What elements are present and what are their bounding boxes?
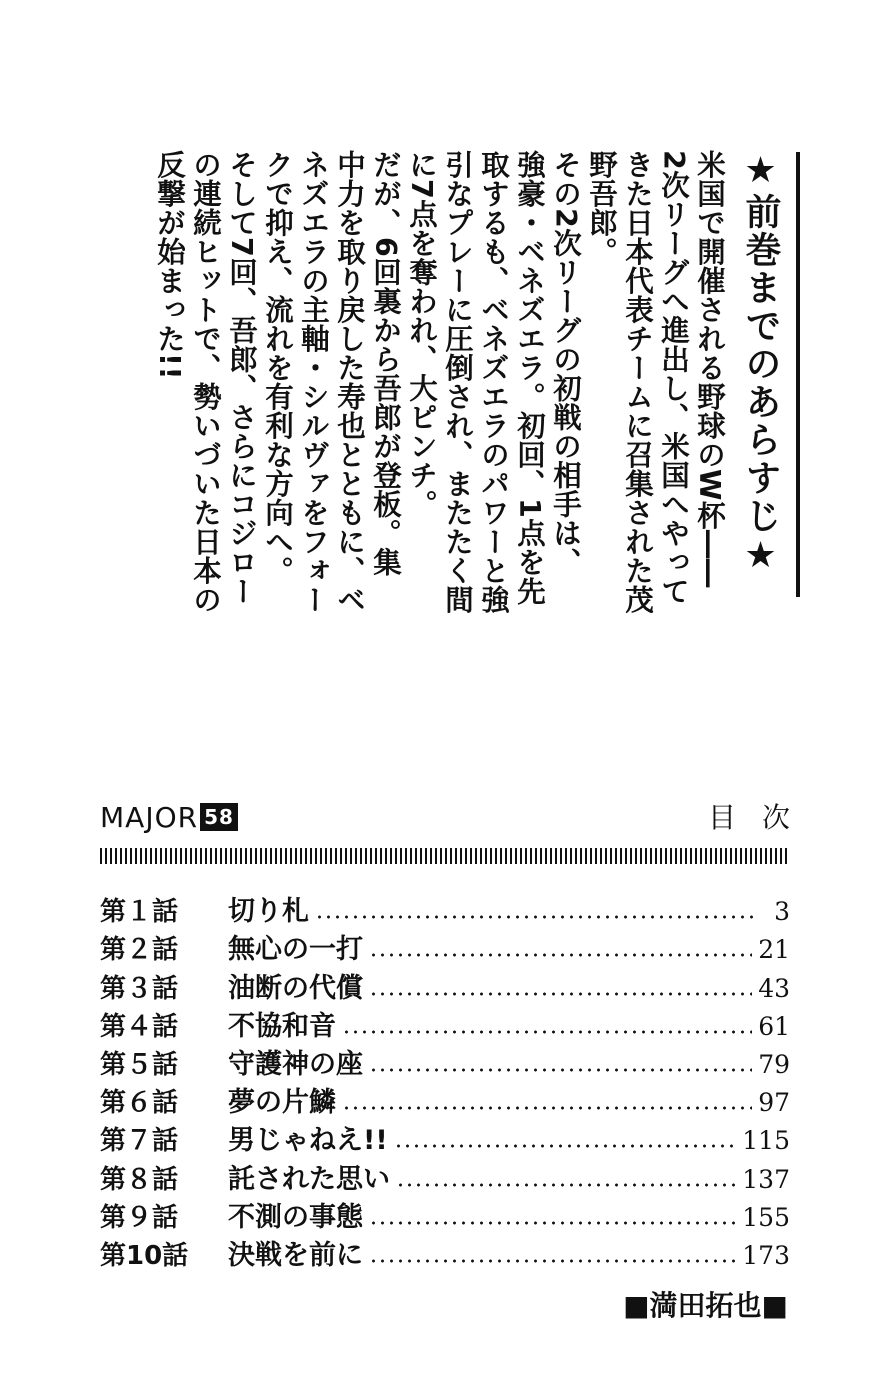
leader-dots bbox=[342, 1105, 752, 1111]
chapter-title: 決戦を前に bbox=[228, 1239, 363, 1271]
chapter-number: 第５話 bbox=[100, 1049, 179, 1080]
synopsis-line: 取するも、ベネズエラのパワーと強 bbox=[477, 150, 510, 614]
synopsis-body bbox=[150, 150, 726, 630]
chapter-number: 第６話 bbox=[100, 1088, 179, 1119]
synopsis-line: ネズエラの主軸・シルヴァをフォー bbox=[297, 150, 330, 614]
chapter-page: 173 bbox=[742, 1240, 790, 1270]
leader-dots bbox=[315, 914, 754, 920]
toc-row bbox=[100, 1157, 790, 1195]
synopsis-line: クで抑え、流れを有利な方向へ。 bbox=[261, 150, 294, 585]
chapter-page: 43 bbox=[758, 973, 790, 1003]
toc-label: 目次 bbox=[707, 801, 816, 834]
chapter-page: 97 bbox=[758, 1088, 790, 1118]
synopsis-line: 引なプレーに圧倒され、またたく間 bbox=[441, 150, 474, 614]
synopsis-line: 2次リーグへ進出し、米国へやって bbox=[657, 150, 690, 606]
toc-row bbox=[100, 1196, 790, 1234]
chapter-number: 第９話 bbox=[100, 1202, 179, 1233]
author-name: ■満田拓也■ bbox=[623, 1289, 788, 1322]
chapter-page: 115 bbox=[742, 1126, 790, 1156]
decorative-barcode-rule bbox=[100, 848, 788, 864]
chapter-page: 137 bbox=[742, 1164, 790, 1194]
synopsis-line: の連続ヒットで、勢いづいた日本の bbox=[189, 150, 222, 614]
chapter-title: 油断の代償 bbox=[228, 972, 363, 1004]
chapter-page: 79 bbox=[758, 1049, 790, 1079]
chapter-number: 第４話 bbox=[100, 1011, 179, 1042]
leader-dots bbox=[369, 1220, 736, 1226]
chapter-number: 第８話 bbox=[100, 1164, 179, 1195]
leader-dots bbox=[394, 1143, 737, 1149]
chapter-number: 第７話 bbox=[100, 1126, 179, 1157]
synopsis-line: 野吾郎。 bbox=[585, 150, 618, 266]
toc-row bbox=[100, 1234, 790, 1272]
book-title bbox=[100, 800, 238, 836]
synopsis-line: その2次リーグの初戦の相手は、 bbox=[549, 150, 582, 577]
chapter-number: 第３話 bbox=[100, 973, 179, 1004]
synopsis-line: 強豪・ベネズエラ。初回、1点を先 bbox=[513, 150, 546, 606]
chapter-number: 第２話 bbox=[100, 935, 179, 966]
chapter-title: 不測の事態 bbox=[228, 1201, 363, 1233]
synopsis-section bbox=[90, 150, 800, 670]
toc-row bbox=[100, 928, 790, 966]
chapter-page: 21 bbox=[758, 935, 790, 965]
chapter-title: 無心の一打 bbox=[228, 934, 363, 966]
toc-row bbox=[100, 890, 790, 928]
toc-header bbox=[100, 800, 816, 840]
chapter-title: 託された思い bbox=[228, 1163, 390, 1195]
chapter-page: 3 bbox=[774, 897, 790, 927]
toc-row bbox=[100, 1119, 790, 1157]
synopsis-rule bbox=[796, 152, 800, 597]
chapter-title: 切り札 bbox=[228, 896, 309, 928]
chapter-title: 男じゃねえ!! bbox=[228, 1125, 388, 1157]
toc-row bbox=[100, 966, 790, 1004]
leader-dots bbox=[369, 991, 752, 997]
synopsis-header bbox=[740, 150, 800, 597]
synopsis-line: そして7回、吾郎、さらにコジロー bbox=[225, 150, 258, 606]
synopsis-line: きた日本代表チームに召集された茂 bbox=[621, 150, 654, 614]
chapter-title: 不協和音 bbox=[228, 1010, 336, 1042]
volume-badge: 58 bbox=[200, 803, 238, 831]
leader-dots bbox=[369, 1067, 752, 1073]
synopsis-line: に7点を奪われ、大ピンチ。 bbox=[405, 150, 438, 519]
toc-row bbox=[100, 1081, 790, 1119]
leader-dots bbox=[342, 1029, 752, 1035]
synopsis-line: 反撃が始まった!! bbox=[153, 150, 186, 380]
chapter-title: 守護神の座 bbox=[228, 1048, 363, 1080]
synopsis-line: 中力を取り戻した寿也とともに、ベ bbox=[333, 150, 366, 614]
chapter-number: 第１話 bbox=[100, 897, 179, 928]
toc-row bbox=[100, 1005, 790, 1043]
chapter-page: 155 bbox=[742, 1202, 790, 1232]
leader-dots bbox=[369, 952, 752, 958]
toc-row bbox=[100, 1043, 790, 1081]
book-title-text: MAJOR bbox=[100, 801, 199, 834]
chapter-number: 第10話 bbox=[100, 1240, 189, 1271]
leader-dots bbox=[369, 1258, 736, 1264]
synopsis-line: 米国で開催される野球のW杯―― bbox=[693, 150, 726, 588]
synopsis-line: だが、6回裏から吾郎が登板。集 bbox=[369, 150, 402, 577]
chapter-page: 61 bbox=[758, 1011, 790, 1041]
toc-list bbox=[100, 890, 790, 1272]
chapter-title: 夢の片鱗 bbox=[228, 1087, 336, 1119]
leader-dots bbox=[396, 1182, 736, 1188]
synopsis-title: ★前巻までのあらすじ★ bbox=[740, 150, 781, 578]
